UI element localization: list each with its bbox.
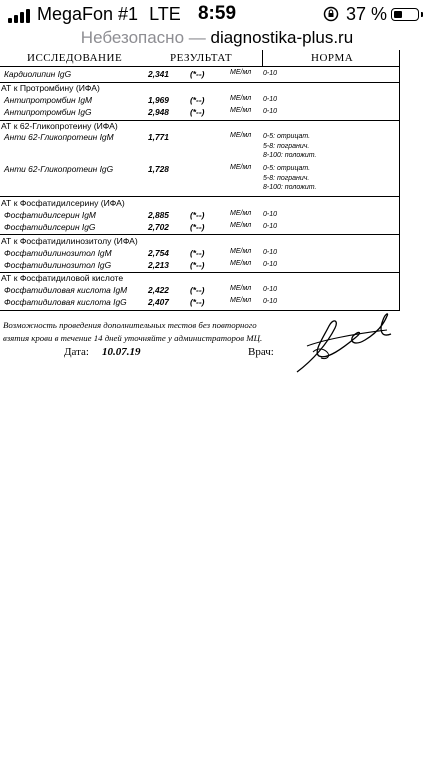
address-bar[interactable] <box>0 28 434 50</box>
table-header <box>0 50 400 66</box>
battery-icon <box>391 8 419 21</box>
header-norm: НОРМА <box>311 52 354 64</box>
doctor-label: Врач: <box>248 346 274 358</box>
table-row: Кардиолипин IgG 2,341 (*--) МЕ/мл 0-10 <box>4 69 278 79</box>
doctor-signature <box>283 308 413 378</box>
footer-note: Возможность проведения дополнительных тестов без повторного взятия крови в течение 14 дней уточняйте у администраторов МЦ. <box>3 320 263 343</box>
table-row: Фосфатидилинозитол IgM 2,754 (*--) МЕ/мл 0-10 <box>4 248 278 258</box>
table-row: Анти 62-Гликопротеин IgG 1,728 МЕ/мл 0-5: отрицат. 5-8: погранич. 8-100: положит. <box>4 164 317 191</box>
group-title: АТ к 62-Гликопротеину (ИФА) <box>1 121 118 131</box>
group-title: АТ к Фосфатидилсерину (ИФА) <box>1 198 125 208</box>
table-row: Антипротромбин IgG 2,948 (*--) МЕ/мл 0-10 <box>4 107 278 117</box>
date-label: Дата: <box>64 346 89 358</box>
table-row: Фосфатидилсерин IgG 2,702 (*--) МЕ/мл 0-10 <box>4 222 278 232</box>
header-test: ИССЛЕДОВАНИЕ <box>27 52 123 64</box>
header-result: РЕЗУЛЬТАТ <box>170 52 233 64</box>
clock: 8:59 <box>197 3 237 24</box>
header-divider <box>0 66 400 67</box>
date-value: 10.07.19 <box>102 346 141 358</box>
table-row: Фосфатидиловая кислота IgM 2,422 (*--) МЕ/мл 0-10 <box>4 285 278 295</box>
column-divider <box>262 50 263 66</box>
network-type: LTE <box>149 4 181 24</box>
table-row: Фосфатидилсерин IgM 2,885 (*--) МЕ/мл 0-10 <box>4 210 278 220</box>
group-title: АТ к Фосфатидиловой кислоте <box>1 273 124 283</box>
security-warning: Небезопасно — <box>80 28 211 47</box>
table-row: Фосфатидилинозитол IgG 2,213 (*--) МЕ/мл 0-10 <box>4 260 278 270</box>
battery-percent: 37 % <box>346 4 388 24</box>
table-row: Фосфатидиловая кислота IgG 2,407 (*--) МЕ/мл 0-10 <box>4 297 278 307</box>
status-bar <box>0 0 434 30</box>
carrier-name: MegaFon #1 <box>37 4 139 24</box>
url-domain: diagnostika-plus.ru <box>210 28 354 47</box>
group-title: АТ к Фосфатидилинозитолу (ИФА) <box>1 236 138 246</box>
orientation-lock-icon <box>323 6 339 22</box>
group-title: АТ к Протромбину (ИФА) <box>1 83 100 93</box>
table-row: Антипротромбин IgM 1,969 (*--) МЕ/мл 0-10 <box>4 95 278 105</box>
table-row: Анти 62-Гликопротеин IgM 1,771 МЕ/мл 0-5: отрицат. 5-8: погранич. 8-100: положит. <box>4 132 317 159</box>
